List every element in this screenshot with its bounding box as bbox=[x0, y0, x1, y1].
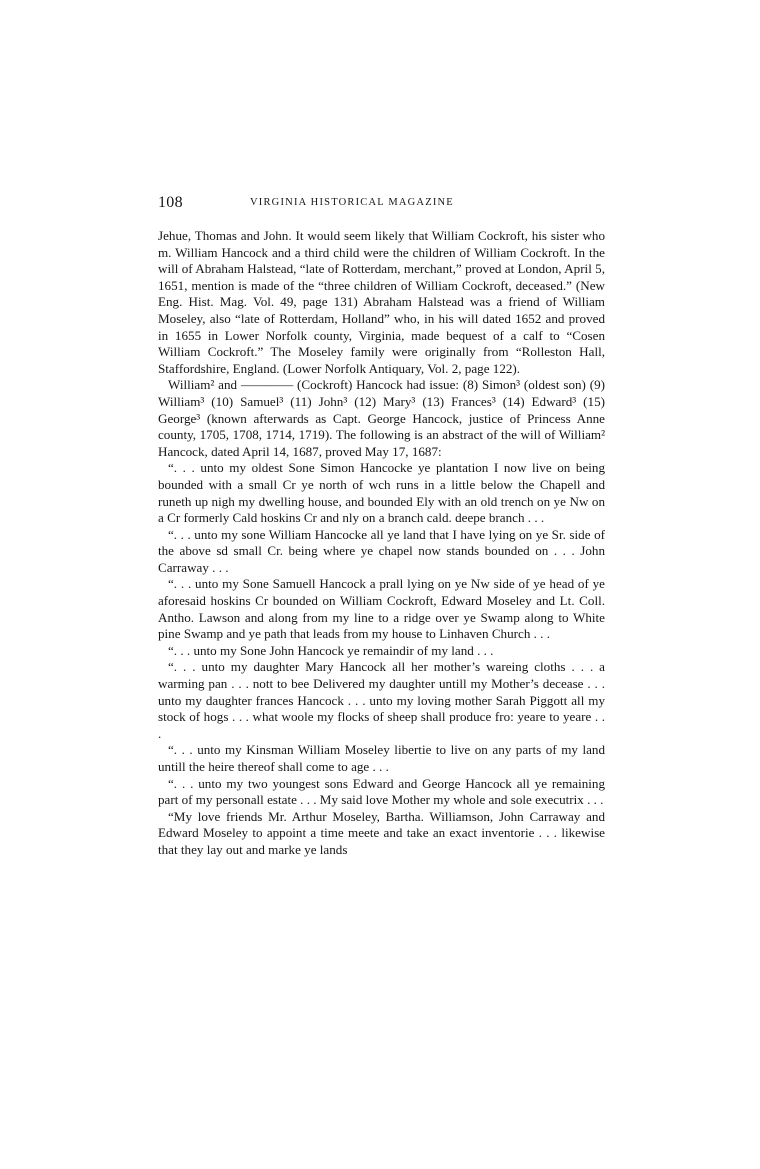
running-head bbox=[158, 194, 605, 216]
paragraph-cockroft-children: Jehue, Thomas and John. It would seem likely that William Cockroft, his sister who m. William Hancock and a third child were the children of William Cockroft. In the will of Abraham Halstead, “late of Rotterdam, merchant,” proved at London, April 5, 1651, mention is made of the “three children of William Cockroft, deceased.” (New Eng. Hist. Mag. Vol. 49, page 131) Abraham Halstead was a friend of William Moseley, also “late of Rotterdam, Holland” who, in his will dated 1652 and proved in 1655 in Lower Norfolk county, Virginia, made bequest of a calf to “Cosen William Cockroft.” The Moseley family were originally from “Rolleston Hall, Staffordshire, England. (Lower Norfolk Antiquary, Vol. 2, page 122). bbox=[158, 228, 605, 376]
will-clause-john: “. . . unto my Sone John Hancock ye remaindir of my land . . . bbox=[168, 642, 494, 658]
will-clause-youngest-sons: “. . . unto my two youngest sons Edward and George Hancock all ye remaining part of my personall estate . . . My said love Mother my whole and sole executrix . . . bbox=[158, 775, 605, 808]
will-clause-friends: “My love friends Mr. Arthur Moseley, Bartha. Williamson, John Carraway and Edward Moseley to appoint a time meete and take an exact inventorie . . . likewise that they lay out and marke ye lands bbox=[158, 808, 605, 857]
running-title: VIRGINIA HISTORICAL MAGAZINE bbox=[250, 197, 454, 208]
document-page bbox=[158, 194, 605, 859]
will-clause-mary: “. . . unto my daughter Mary Hancock all her mother’s wareing cloths . . . a warming pan . . . nott to bee Delivered my daughter untill my Mother’s decease . . . unto my daughter frances Hancock . . . unto my loving mother Sarah Piggott all my stock of hogs . . . what woole my flocks of sheep shall produce fro: yeare to yeare . . . bbox=[158, 659, 605, 741]
paragraph-hancock-issue: William² and ———— (Cockroft) Hancock had issue: (8) Simon³ (oldest son) (9) William³ (10) Samuel³ (11) John³ (12) Mary³ (13) Frances³ (14) Edward³ (15) George³ (known afterwards as Capt. George Hancock, justice of Princess Anne county, 1705, 1708, 1714, 1719). The following is an abstract of the will of William² Hancock, dated April 14, 1687, proved May 17, 1687: bbox=[158, 377, 605, 459]
will-clause-samuell: “. . . unto my Sone Samuell Hancock a prall lying on ye Nw side of ye head of ye aforesaid hoskins Cr bounded on William Cockroft, Edward Moseley and Lt. Coll. Antho. Lawson and along from my line to a ridge over ye Swamp along to White pine Swamp and ye path that leads from my house to Linhaven Church . . . bbox=[158, 576, 605, 642]
will-clause-william: “. . . unto my sone William Hancocke all ye land that I have lying on ye Sr. side of the above sd small Cr. being where ye chapel now stands bounded on . . . John Carraway . . . bbox=[158, 526, 605, 575]
page-number: 108 bbox=[158, 194, 183, 211]
body-text bbox=[158, 228, 605, 859]
will-clause-kinsman: “. . . unto my Kinsman William Moseley libertie to live on any parts of my land untill the heire thereof shall come to age . . . bbox=[158, 742, 605, 774]
will-clause-simon: “. . . unto my oldest Sone Simon Hancocke ye plantation I now live on being bounded with a small Cr ye north of wch runs in a little below the Chapell and runeth up nigh my dwelling house, and bounded Ely with an old trench on ye Nw on a Cr formerly Cald hoskins Cr and nly on a branch cald. deepe branch . . . bbox=[158, 460, 605, 526]
